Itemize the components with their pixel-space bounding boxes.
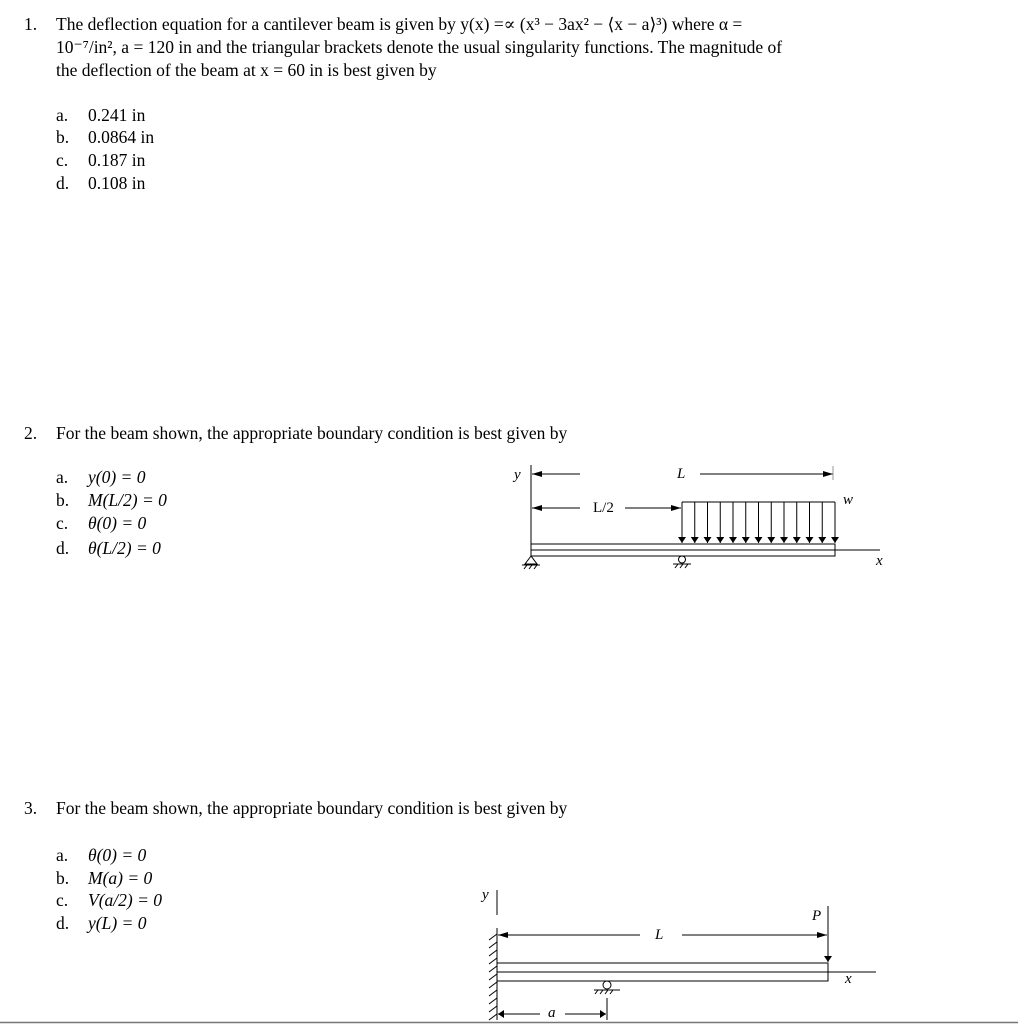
question-text-line: the deflection of the beam at x = 60 in is best given by [56, 60, 437, 80]
hatch-line [489, 998, 497, 1004]
roller-support-icon [679, 556, 686, 563]
option-letter: c. [56, 890, 69, 910]
hatch-line [489, 942, 497, 948]
fig2-half-label: L/2 [593, 500, 614, 516]
hatch-line [489, 958, 497, 964]
fig2-x-label: x [876, 553, 883, 569]
pin-support-icon [525, 556, 537, 564]
option-text: 0.0864 in [88, 127, 155, 147]
option-letter: a. [56, 467, 69, 487]
fig3-a-label: a [548, 1005, 556, 1021]
question-text-line: The deflection equation for a cantilever beam is given by y(x) =∝ (x³ − 3ax² − ⟨x − a⟩³) where α = [56, 14, 743, 34]
option-letter: b. [56, 127, 70, 147]
hatch-line [489, 990, 497, 996]
option-text: y(0) = 0 [88, 467, 146, 487]
option-text: 0.108 in [88, 173, 146, 193]
option-text: θ(0) = 0 [88, 845, 147, 865]
hatch-line [489, 1014, 497, 1020]
wall-hatch-icon [489, 934, 497, 1020]
question-text-line: 10⁻⁷/in², a = 120 in and the triangular brackets denote the usual singularity functions. The magnitude of [56, 37, 783, 57]
option-text: 0.187 in [88, 150, 146, 170]
hatch-line [489, 974, 497, 980]
option-letter: b. [56, 490, 70, 510]
question-text-line: For the beam shown, the appropriate boundary condition is best given by [56, 798, 568, 818]
option-text: y(L) = 0 [88, 913, 147, 933]
option-text: 0.241 in [88, 105, 146, 125]
option-letter: d. [56, 913, 70, 933]
option-text: θ(L/2) = 0 [88, 538, 161, 558]
fig2-y-label: y [514, 467, 521, 483]
hatch-line [489, 982, 497, 988]
distributed-load-arrows [682, 502, 835, 543]
fig3-x-label: x [845, 971, 852, 987]
option-text: V(a/2) = 0 [88, 890, 163, 910]
option-letter: d. [56, 538, 70, 558]
option-letter: a. [56, 105, 69, 125]
option-letter: a. [56, 845, 69, 865]
question-number: 3. [24, 798, 38, 818]
figure-2-simply-supported-beam [522, 465, 880, 569]
fig3-L-label: L [655, 927, 664, 943]
hatch-line [489, 934, 497, 940]
hatch-line [489, 950, 497, 956]
question-text-line: For the beam shown, the appropriate boundary condition is best given by [56, 423, 568, 443]
option-text: M(a) = 0 [88, 868, 153, 888]
fig2-w-label: w [843, 492, 854, 508]
option-text: θ(0) = 0 [88, 513, 147, 533]
fig3-P-label: P [812, 908, 822, 924]
option-letter: d. [56, 173, 70, 193]
question-number: 1. [24, 14, 38, 34]
fig3-y-label: y [482, 887, 489, 903]
hatch-line [489, 966, 497, 972]
option-letter: b. [56, 868, 70, 888]
roller-support-icon [603, 981, 611, 989]
question-number: 2. [24, 423, 38, 443]
hatch-line [489, 1006, 497, 1012]
option-letter: c. [56, 513, 69, 533]
fig2-L-label: L [677, 466, 686, 482]
option-letter: c. [56, 150, 69, 170]
option-text: M(L/2) = 0 [88, 490, 167, 510]
